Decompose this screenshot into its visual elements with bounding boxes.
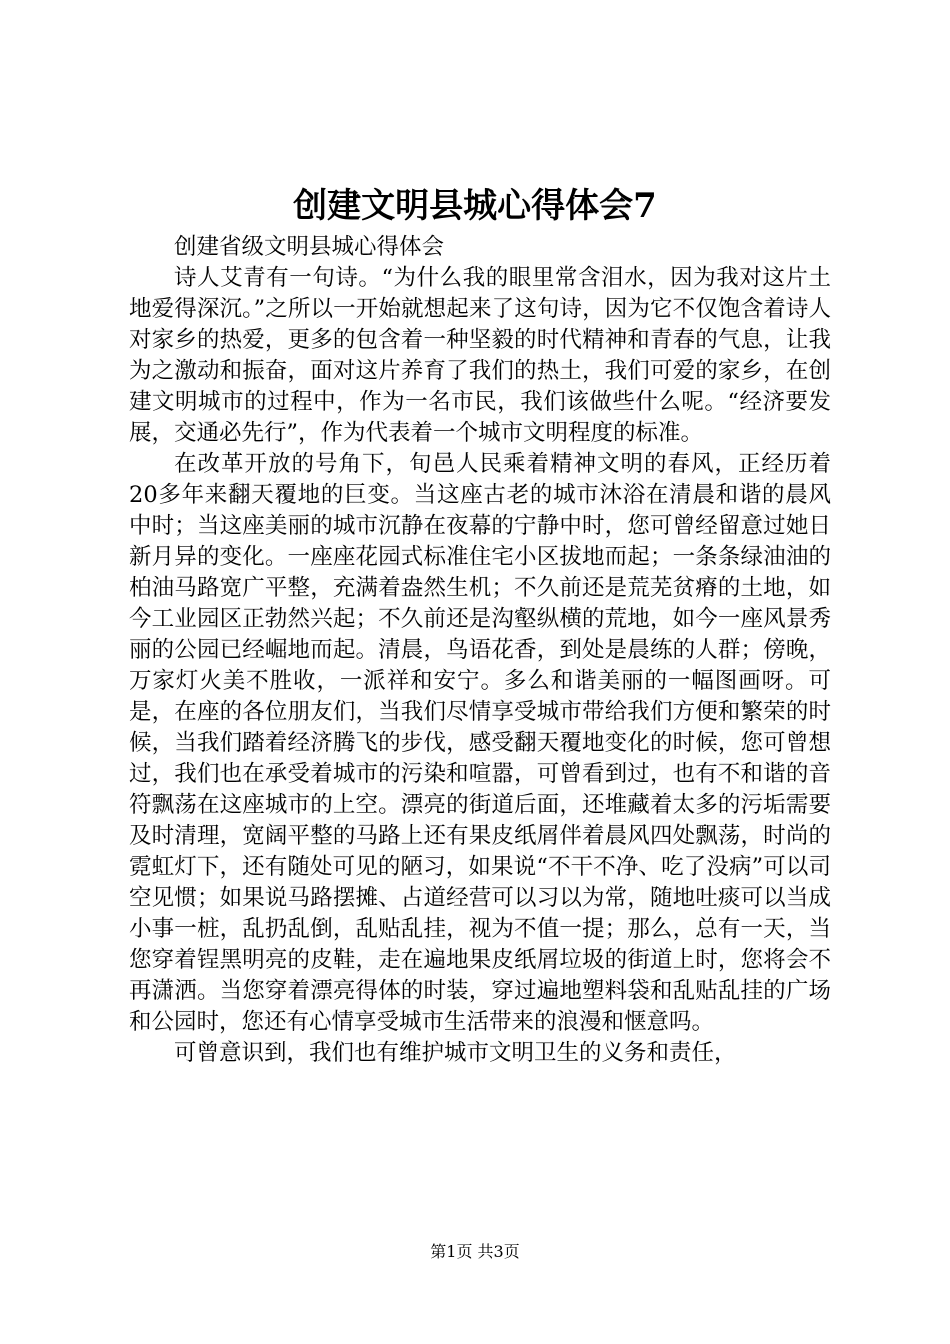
page-title: 创建文明县城心得体会7 — [293, 186, 657, 226]
document-body — [129, 232, 831, 1069]
body-paragraph: 在改革开放的号角下，旬邑人民乘着精神文明的春风，正经历着20多年来翻天覆地的巨变。当这座古老的城市沐浴在清晨和谐的晨风中时；当这座美丽的城市沉静在夜幕的宁静中时，您可曾经留意过她日新月异的变化。一座座花园式标准住宅小区拔地而起；一条条绿油油的柏油马路宽广平整，充满着盎然生机；不久前还是荒芜贫瘠的土地，如今工业园区正勃然兴起；不久前还是沟壑纵横的荒地，如今一座风景秀丽的公园已经崛地而起。清晨，鸟语花香，到处是晨练的人群；傍晚，万家灯火美不胜收，一派祥和安宁。多么和谐美丽的一幅图画呀。可是，在座的各位朋友们，当我们尽情享受城市带给我们方便和繁荣的时候，当我们踏着经济腾飞的步伐，感受翻天覆地变化的时候，您可曾想过，我们也在承受着城市的污染和喧嚣，可曾看到过，也有不和谐的音符飘荡在这座城市的上空。漂亮的街道后面，还堆藏着太多的污垢需要及时清理，宽阔平整的马路上还有果皮纸屑伴着晨风四处飘荡，时尚的霓虹灯下，还有随处可见的陋习，如果说“不干不净、吃了没病”可以司空见惯；如果说马路摆摊、占道经营可以习以为常，随地吐痰可以当成小事一桩，乱扔乱倒，乱贴乱挂，视为不值一提；那么，总有一天，当您穿着锃黑明亮的皮鞋，走在遍地果皮纸屑垃圾的街道上时，您将会不再潇洒。当您穿着漂亮得体的时装，穿过遍地塑料袋和乱贴乱挂的广场和公园时，您还有心情享受城市生活带来的浪漫和惬意吗。 — [129, 451, 831, 1035]
page-number-footer: 第1页 共3页 — [430, 1242, 520, 1261]
body-paragraph: 可曾意识到，我们也有维护城市文明卫生的义务和责任， — [174, 1040, 737, 1066]
body-paragraph: 诗人艾青有一句诗。“为什么我的眼里常含泪水，因为我对这片土地爱得深沉。”之所以一开始就想起来了这句诗，因为它不仅饱含着诗人对家乡的热爱，更多的包含着一种坚毅的时代精神和青春的气息，让我为之激动和振奋，面对这片养育了我们的热土，我们可爱的家乡，在创建文明城市的过程中，作为一名市民，我们该做些什么呢。“经济要发展，交通必先行”，作为代表着一个城市文明程度的标准。 — [129, 265, 831, 446]
subtitle-paragraph: 创建省级文明县城心得体会 — [174, 234, 445, 260]
